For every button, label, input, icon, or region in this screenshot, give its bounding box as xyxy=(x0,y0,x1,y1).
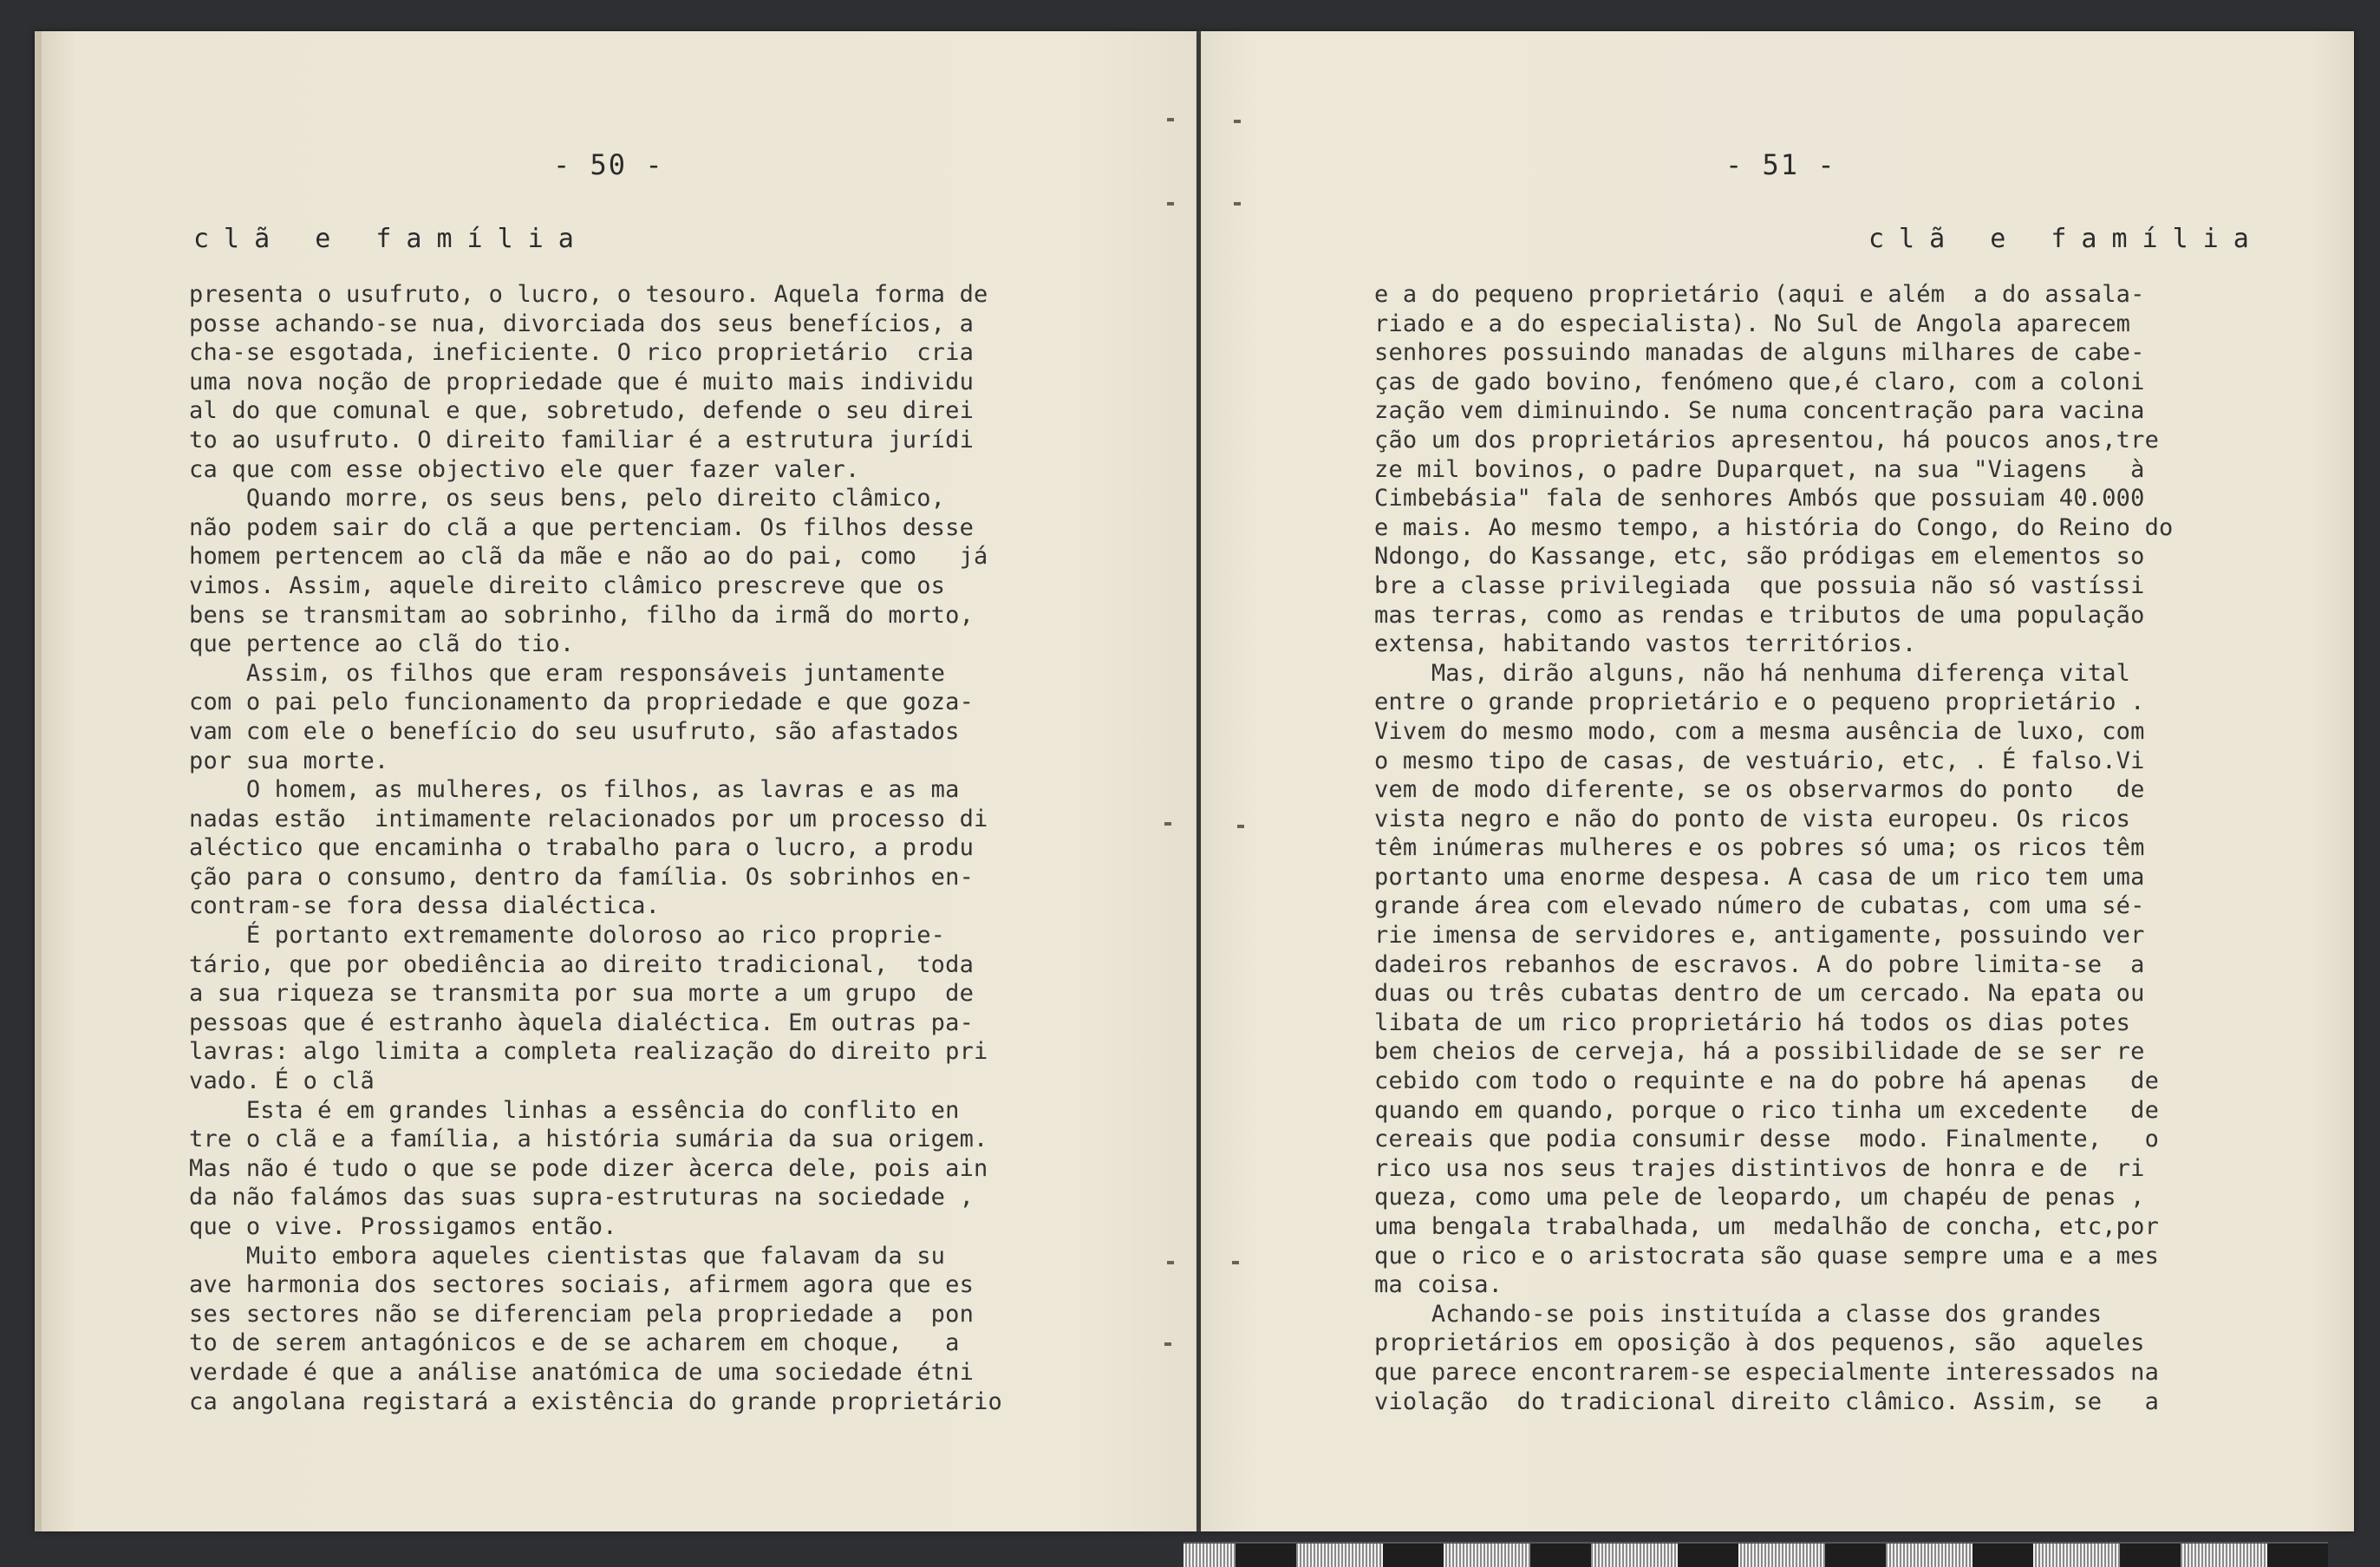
text-line: senhores possuindo manadas de alguns milhares de cabe- xyxy=(1374,339,2145,367)
text-line: ses sectores não se diferenciam pela propriedade a pon xyxy=(189,1300,975,1328)
text-line: nadas estão intimamente relacionados por um processo di xyxy=(189,805,988,832)
punch-mark xyxy=(1167,118,1174,121)
text-line: mas terras, como as rendas e tributos de uma população xyxy=(1374,601,2145,629)
text-line: Ndongo, do Kassange, etc, são pródigas em elementos so xyxy=(1374,543,2145,571)
text-line: rie imensa de servidores e, antigamente, possuindo ver xyxy=(1374,922,2145,950)
left-body-text xyxy=(189,280,1108,1416)
text-line: ma coisa. xyxy=(1374,1271,1503,1299)
text-line: e a do pequeno proprietário (aqui e além a do assala- xyxy=(1374,281,2145,308)
text-line: libata de um rico proprietário há todos os dias potes xyxy=(1374,1009,2131,1036)
scale-segment xyxy=(1383,1544,1444,1567)
text-line: Mas não é tudo o que se pode dizer àcerca dele, pois ain xyxy=(189,1154,988,1182)
text-line: quando em quando, porque o rico tinha um excedente de xyxy=(1374,1096,2160,1124)
text-line: rico usa nos seus trajes distintivos de honra e de ri xyxy=(1374,1154,2145,1182)
text-line: que pertence ao clã do tio. xyxy=(189,630,575,658)
text-line: tário, que por obediência ao direito tradicional, toda xyxy=(189,950,975,978)
left-page xyxy=(35,31,1197,1531)
text-line: al do que comunal e que, sobretudo, defende o seu direi xyxy=(189,397,975,425)
text-line: to ao usufruto. O direito familiar é a estrutura jurídi xyxy=(189,426,975,454)
text-line: que o vive. Prossigamos então. xyxy=(189,1213,617,1240)
punch-mark xyxy=(1167,202,1174,206)
text-line: que parece encontrarem-se especialmente interessados na xyxy=(1374,1358,2160,1386)
text-line: bre a classe privilegiada que possuia não só vastíssi xyxy=(1374,571,2145,599)
text-line: cebido com todo o requinte e na do pobre há apenas de xyxy=(1374,1068,2160,1095)
punch-mark xyxy=(1167,1261,1174,1264)
left-page-number: - 50 - xyxy=(553,148,664,181)
text-line: violação do tradicional direito clâmico. Assim, se a xyxy=(1374,1387,2160,1415)
text-line: queza, como uma pele de leopardo, um chapéu de penas , xyxy=(1374,1184,2145,1211)
text-line: Achando-se pois instituída a classe dos grandes xyxy=(1374,1300,2103,1328)
text-line: Esta é em grandes linhas a essência do conflito en xyxy=(189,1096,960,1124)
text-line: zação vem diminuindo. Se numa concentração para vacina xyxy=(1374,397,2145,425)
text-line: ave harmonia dos sectores sociais, afirmem agora que es xyxy=(189,1271,975,1299)
text-line: homem pertencem ao clã da mãe e não ao do pai, como já xyxy=(189,543,988,571)
text-line: presenta o usufruto, o lucro, o tesouro. Aquela forma de xyxy=(189,281,988,308)
text-line: têm inúmeras mulheres e os pobres só uma; os ricos têm xyxy=(1374,834,2145,862)
text-line: ção um dos proprietários apresentou, há poucos anos,tre xyxy=(1374,426,2160,454)
scale-segment xyxy=(1530,1544,1591,1567)
text-line: vado. É o clã xyxy=(189,1068,375,1095)
text-line: ca que com esse objectivo ele quer fazer valer. xyxy=(189,455,860,483)
punch-mark xyxy=(1237,825,1244,828)
scale-segment xyxy=(1825,1544,1886,1567)
punch-mark xyxy=(1164,1342,1171,1346)
text-line: Vivem do mesmo modo, com a mesma ausência de luxo, com xyxy=(1374,717,2145,745)
punch-mark xyxy=(1234,202,1241,206)
scale-segment xyxy=(1972,1544,2033,1567)
text-line: grande área com elevado número de cubatas, com uma sé- xyxy=(1374,892,2145,920)
text-line: duas ou três cubatas dentro de um cercado. Na epata ou xyxy=(1374,980,2145,1008)
text-line: O homem, as mulheres, os filhos, as lavras e as ma xyxy=(189,776,960,804)
text-line: lavras: algo limita a completa realização do direito pri xyxy=(189,1038,988,1066)
text-line: dadeiros rebanhos de escravos. A do pobre limita-se a xyxy=(1374,950,2145,978)
text-line: proprietários em oposição à dos pequenos, são aqueles xyxy=(1374,1329,2145,1357)
right-page-number: - 51 - xyxy=(1725,148,1836,181)
right-running-head: clã e família xyxy=(1868,224,2264,254)
text-line: não podem sair do clã a que pertenciam. Os filhos desse xyxy=(189,513,975,541)
text-line: pessoas que é estranho àquela dialéctica. Em outras pa- xyxy=(189,1009,975,1036)
text-line: ção para o consumo, dentro da família. Os sobrinhos en- xyxy=(189,863,975,891)
right-page xyxy=(1201,31,2354,1531)
text-line: ze mil bovinos, o padre Duparquet, na sua "Viagens à xyxy=(1374,455,2145,483)
color-scale-bar xyxy=(1183,1542,2328,1567)
scale-segment xyxy=(2267,1544,2328,1567)
text-line: posse achando-se nua, divorciada dos seus benefícios, a xyxy=(189,310,975,337)
left-running-head: clã e família xyxy=(193,224,589,254)
punch-mark xyxy=(1164,822,1171,826)
text-line: ca angolana registará a existência do grande proprietário xyxy=(189,1387,1002,1415)
scale-segment xyxy=(1678,1544,1738,1567)
text-line: Muito embora aqueles cientistas que falavam da su xyxy=(189,1242,946,1270)
text-line: Quando morre, os seus bens, pelo direito clâmico, xyxy=(189,485,946,513)
text-line: tre o clã e a família, a história sumária da sua origem. xyxy=(189,1126,988,1153)
text-line: uma nova noção de propriedade que é muito mais individu xyxy=(189,368,975,395)
text-line: ças de gado bovino, fenómeno que,é claro, com a coloni xyxy=(1374,368,2145,395)
text-line: bem cheios de cerveja, há a possibilidade de se ser re xyxy=(1374,1038,2145,1066)
text-line: É portanto extremamente doloroso ao rico proprie- xyxy=(189,922,946,950)
text-line: por sua morte. xyxy=(189,747,389,774)
text-line: a sua riqueza se transmita por sua morte a um grupo de xyxy=(189,980,975,1008)
text-line: portanto uma enorme despesa. A casa de um rico tem uma xyxy=(1374,863,2145,891)
text-line: cha-se esgotada, ineficiente. O rico proprietário cria xyxy=(189,339,975,367)
text-line: que o rico e o aristocrata são quase sempre uma e a mes xyxy=(1374,1242,2160,1270)
text-line: verdade é que a análise anatómica de uma sociedade étni xyxy=(189,1358,975,1386)
text-line: o mesmo tipo de casas, de vestuário, etc, . É falso.Vi xyxy=(1374,747,2145,774)
scale-segment xyxy=(1236,1544,1296,1567)
right-body-text xyxy=(1374,280,2311,1416)
text-line: cereais que podia consumir desse modo. Finalmente, o xyxy=(1374,1126,2160,1153)
text-line: vem de modo diferente, se os observarmos do ponto de xyxy=(1374,776,2145,804)
text-line: vimos. Assim, aquele direito clâmico prescreve que os xyxy=(189,571,946,599)
text-line: da não falámos das suas supra-estruturas na sociedade , xyxy=(189,1184,975,1211)
text-line: Mas, dirão alguns, não há nenhuma diferença vital xyxy=(1374,659,2131,687)
text-line: extensa, habitando vastos territórios. xyxy=(1374,630,1917,658)
text-line: bens se transmitam ao sobrinho, filho da irmã do morto, xyxy=(189,601,975,629)
text-line: e mais. Ao mesmo tempo, a história do Congo, do Reino do xyxy=(1374,513,2174,541)
text-line: aléctico que encaminha o trabalho para o lucro, a produ xyxy=(189,834,975,862)
text-line: uma bengala trabalhada, um medalhão de concha, etc,por xyxy=(1374,1213,2160,1240)
text-line: riado e a do especialista). No Sul de Angola aparecem xyxy=(1374,310,2131,337)
text-line: vam com ele o benefício do seu usufruto, são afastados xyxy=(189,717,960,745)
text-line: Cimbebásia" fala de senhores Ambós que possuiam 40.000 xyxy=(1374,485,2145,513)
text-line: contram-se fora dessa dialéctica. xyxy=(189,892,661,920)
text-line: com o pai pelo funcionamento da propriedade e que goza- xyxy=(189,689,975,716)
punch-mark xyxy=(1234,120,1241,123)
text-line: entre o grande proprietário e o pequeno proprietário . xyxy=(1374,689,2145,716)
text-line: to de serem antagónicos e de se acharem em choque, a xyxy=(189,1329,960,1357)
punch-mark xyxy=(1232,1261,1239,1264)
text-line: vista negro e não do ponto de vista europeu. Os ricos xyxy=(1374,805,2131,832)
text-line: Assim, os filhos que eram responsáveis juntamente xyxy=(189,659,946,687)
scale-segment xyxy=(2120,1544,2181,1567)
